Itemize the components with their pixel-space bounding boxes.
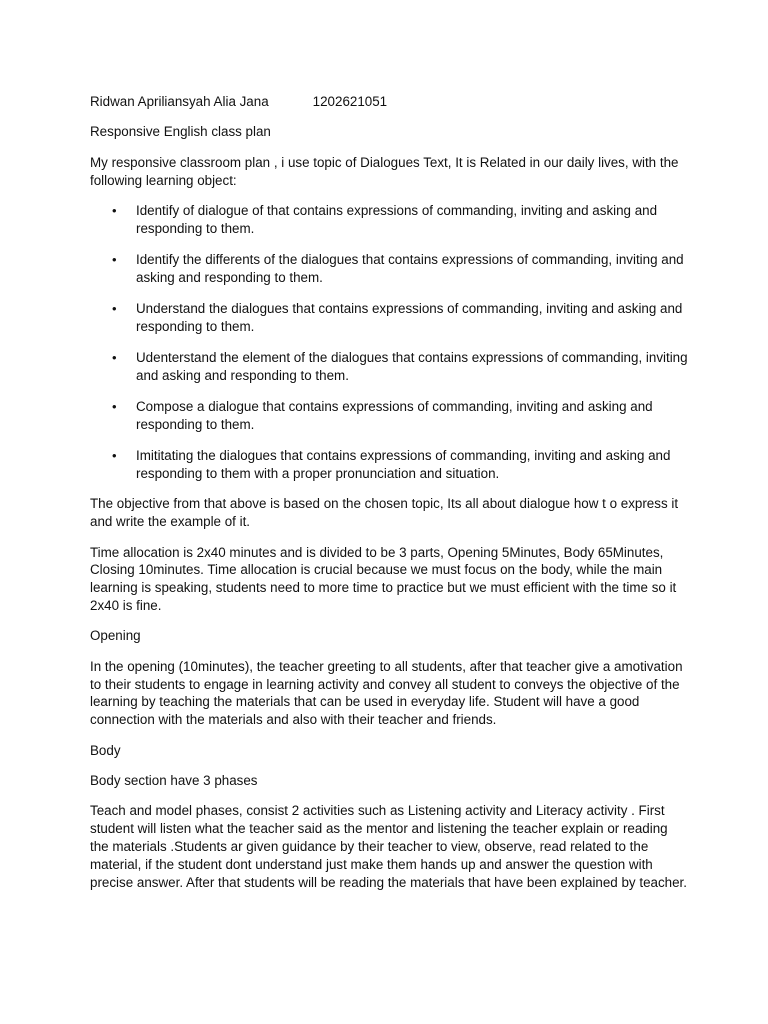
opening-heading: Opening (90, 628, 141, 644)
objective-note-paragraph: The objective from that above is based on the chosen topic, Its all about dialogue how t o express it and write the example of it. (90, 496, 679, 530)
objective-text: Udenterstand the element of the dialogues that contains expressions of commanding, inviting and asking and responding to them. (136, 349, 688, 383)
bullet-icon: • (112, 349, 117, 365)
student-id: 1202621051 (312, 94, 388, 109)
bullet-icon: • (112, 202, 117, 218)
objective-text: Understand the dialogues that contains expressions of commanding, inviting and asking and responding to them. (136, 300, 683, 334)
body-phases-intro: Body section have 3 phases (90, 773, 258, 789)
body-heading: Body (90, 742, 121, 758)
objectives-list (90, 202, 688, 483)
author-line (90, 93, 688, 111)
time-allocation-paragraph: Time allocation is 2x40 minutes and is divided to be 3 parts, Opening 5Minutes, Body 65Minutes, Closing 10minutes. Time allocation is crucial because we must focus on the body, while the main learning is speaking, students need to more time to practice but we must efficient with the time so it 2x40 is fine. (90, 544, 677, 614)
list-item (90, 398, 688, 434)
objective-text: Identify of dialogue of that contains expressions of commanding, inviting and asking and responding to them. (136, 202, 658, 236)
objective-text: Identify the differents of the dialogues that contains expressions of commanding, inviting and asking and responding to them. (136, 251, 684, 285)
list-item (90, 202, 688, 238)
bullet-icon: • (112, 300, 117, 316)
bullet-icon: • (112, 251, 117, 267)
list-item (90, 349, 688, 385)
intro-paragraph: My responsive classroom plan , i use topic of Dialogues Text, It is Related in our daily lives, with the following learning object: (90, 154, 679, 188)
document-title: Responsive English class plan (90, 124, 271, 140)
bullet-icon: • (112, 447, 117, 463)
list-item (90, 300, 688, 336)
list-item (90, 447, 688, 483)
list-item (90, 251, 688, 287)
author-name: Ridwan Apriliansyah Alia Jana (90, 94, 269, 109)
document-body (90, 93, 688, 904)
bullet-icon: • (112, 398, 117, 414)
objective-text: Compose a dialogue that contains expressions of commanding, inviting and asking and responding to them. (136, 398, 653, 432)
objective-text: Imititating the dialogues that contains expressions of commanding, inviting and asking and responding to them with a proper pronunciation and situation. (136, 447, 671, 481)
teach-model-paragraph: Teach and model phases, consist 2 activities such as Listening activity and Literacy activity . First student will listen what the teacher said as the mentor and listening the teacher explain or reading the materials .Students ar given guidance by their teacher to view, observe, read related to the material, if the student dont understand just make them hands up and answer the question with precise answer. After that students will be reading the materials that have been explained by teacher. (90, 803, 687, 890)
opening-paragraph: In the opening (10minutes), the teacher greeting to all students, after that teacher give a amotivation to their students to engage in learning activity and convey all student to conveys the objective of the learning by teaching the materials that can be used in everyday life. Student will have a good connection with the materials and also with their teacher and friends. (90, 658, 683, 728)
